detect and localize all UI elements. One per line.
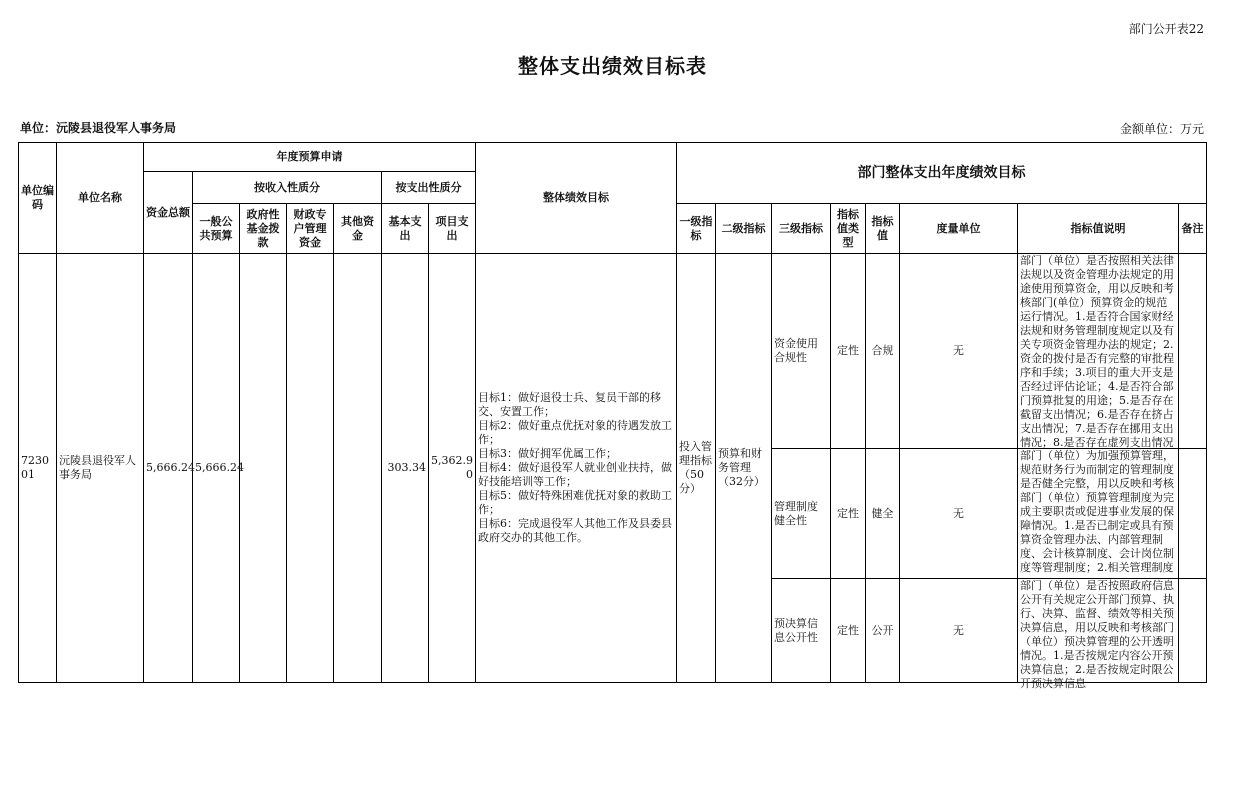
cell-unit-code: 723001 <box>19 254 57 683</box>
table-row <box>19 254 1207 449</box>
header-project-expense: 项目支出 <box>429 204 476 254</box>
cell-fiscal-account <box>287 254 334 683</box>
cell-remark <box>1179 254 1207 449</box>
header-basic-expense: 基本支出 <box>382 204 429 254</box>
header-other-funds: 其他资金 <box>334 204 382 254</box>
cell-measure-unit: 无 <box>900 254 1018 449</box>
header-level1: 一级指标 <box>677 204 716 254</box>
cell-basic-expense: 303.34 <box>382 254 429 683</box>
cell-value-desc: 部门（单位）为加强预算管理，规范财务行为而制定的管理制度是否健全完整，用以反映和考核部门（单位）预算管理制度为完成主要职责或促进事业发展的保障情况。1.是否已制定或具有预算资金管理办法、内部管理制度、会计核算制度、会计岗位制度等管理制度；2.相关管理制度 <box>1020 449 1175 574</box>
cell-indicator-value: 公开 <box>866 579 900 683</box>
cell-indicator-type: 定性 <box>831 254 866 449</box>
page-title: 整体支出绩效目标表 <box>518 54 707 78</box>
money-unit-label: 金额单位：万元 <box>1119 122 1204 136</box>
cell-measure-unit: 无 <box>900 579 1018 683</box>
cell-remark <box>1179 449 1207 579</box>
cell-total-funds: 5,666.24 <box>144 254 193 683</box>
goal-item: 目标2：做好重点优抚对象的待遇发放工作； <box>478 419 673 446</box>
header-remark: 备注 <box>1179 204 1207 254</box>
cell-other-funds <box>334 254 382 683</box>
cell-indicator-type: 定性 <box>831 579 866 683</box>
header-annual-budget: 年度预算申请 <box>144 143 476 172</box>
header-unit-code: 单位编码 <box>19 143 57 254</box>
header-fiscal-account: 财政专户管理资金 <box>287 204 334 254</box>
cell-level3: 预决算信息公开性 <box>772 579 831 683</box>
goal-item: 目标4：做好退役军人就业创业扶持，做好技能培训等工作； <box>478 461 673 488</box>
header-level3: 三级指标 <box>772 204 831 254</box>
cell-level2: 预算和财务管理（32分） <box>716 254 772 683</box>
cell-level1: 投入管理指标（50分） <box>677 254 716 683</box>
cell-gov-fund <box>240 254 287 683</box>
header-indicator-value: 指标值 <box>866 204 900 254</box>
unit-label: 单位：沅陵县退役军人事务局 <box>20 121 177 135</box>
cell-indicator-type: 定性 <box>831 449 866 579</box>
header-total-funds: 资金总额 <box>144 172 193 254</box>
cell-level3: 资金使用合规性 <box>772 254 831 449</box>
header-overall-goal: 整体绩效目标 <box>476 143 677 254</box>
cell-unit-name: 沅陵县退役军人事务局 <box>57 254 144 683</box>
header-dept-goal: 部门整体支出年度绩效目标 <box>677 143 1207 204</box>
goal-item: 目标5：做好特殊困难优抚对象的救助工作； <box>478 489 673 516</box>
header-by-income: 按收入性质分 <box>193 172 382 204</box>
performance-table <box>18 142 1207 690</box>
header-measure-unit: 度量单位 <box>900 204 1018 254</box>
header-by-expense: 按支出性质分 <box>382 172 476 204</box>
cell-remark <box>1179 579 1207 683</box>
header-indicator-type: 指标值类型 <box>831 204 866 254</box>
cell-value-desc: 部门（单位）是否按照相关法律法规以及资金管理办法规定的用途使用预算资金，用以反映和考核部门(单位）预算资金的规范运行情况。1.是否符合国家财经法规和财务管理制度规定以及有关专项资金管理办法的规定；2.资金的拨付是否有完整的审批程序和手续；3.项目的重大开支是否经过评估论证；4.是否符合部门预算批复的用途；5.是否存在截留支出情况；6.是否存在挤占支出情况；7.是否存在挪用支出情况；8.是否存在虚列支出情况 <box>1020 254 1175 449</box>
cell-overall-goal <box>476 254 677 683</box>
cell-level3: 管理制度健全性 <box>772 449 831 579</box>
header-level2: 二级指标 <box>716 204 772 254</box>
goal-item: 目标3：做好拥军优属工作； <box>478 447 618 460</box>
header-value-desc: 指标值说明 <box>1018 204 1179 254</box>
goal-item: 目标6：完成退役军人其他工作及县委县政府交办的其他工作。 <box>478 517 673 544</box>
header-general-budget: 一般公共预算 <box>193 204 240 254</box>
table-code: 部门公开表22 <box>1128 22 1204 36</box>
cell-indicator-value: 合规 <box>866 254 900 449</box>
header-unit-name: 单位名称 <box>57 143 144 254</box>
header-gov-fund: 政府性基金拨款 <box>240 204 287 254</box>
cell-measure-unit: 无 <box>900 449 1018 579</box>
cell-indicator-value: 健全 <box>866 449 900 579</box>
goal-item: 目标1：做好退役士兵、复员干部的移交、安置工作； <box>478 391 662 418</box>
cell-project-expense: 5,362.90 <box>429 254 476 683</box>
cell-value-desc: 部门（单位）是否按照政府信息公开有关规定公开部门预算、执行、决算、监督、绩效等相关预决算信息，用以反映和考核部门（单位）预决算管理的公开透明情况。1.是否按规定内容公开预决算信息；2.是否按规定时限公开预决算信息 <box>1020 579 1175 690</box>
cell-general-budget: 5,666.24 <box>193 254 240 683</box>
